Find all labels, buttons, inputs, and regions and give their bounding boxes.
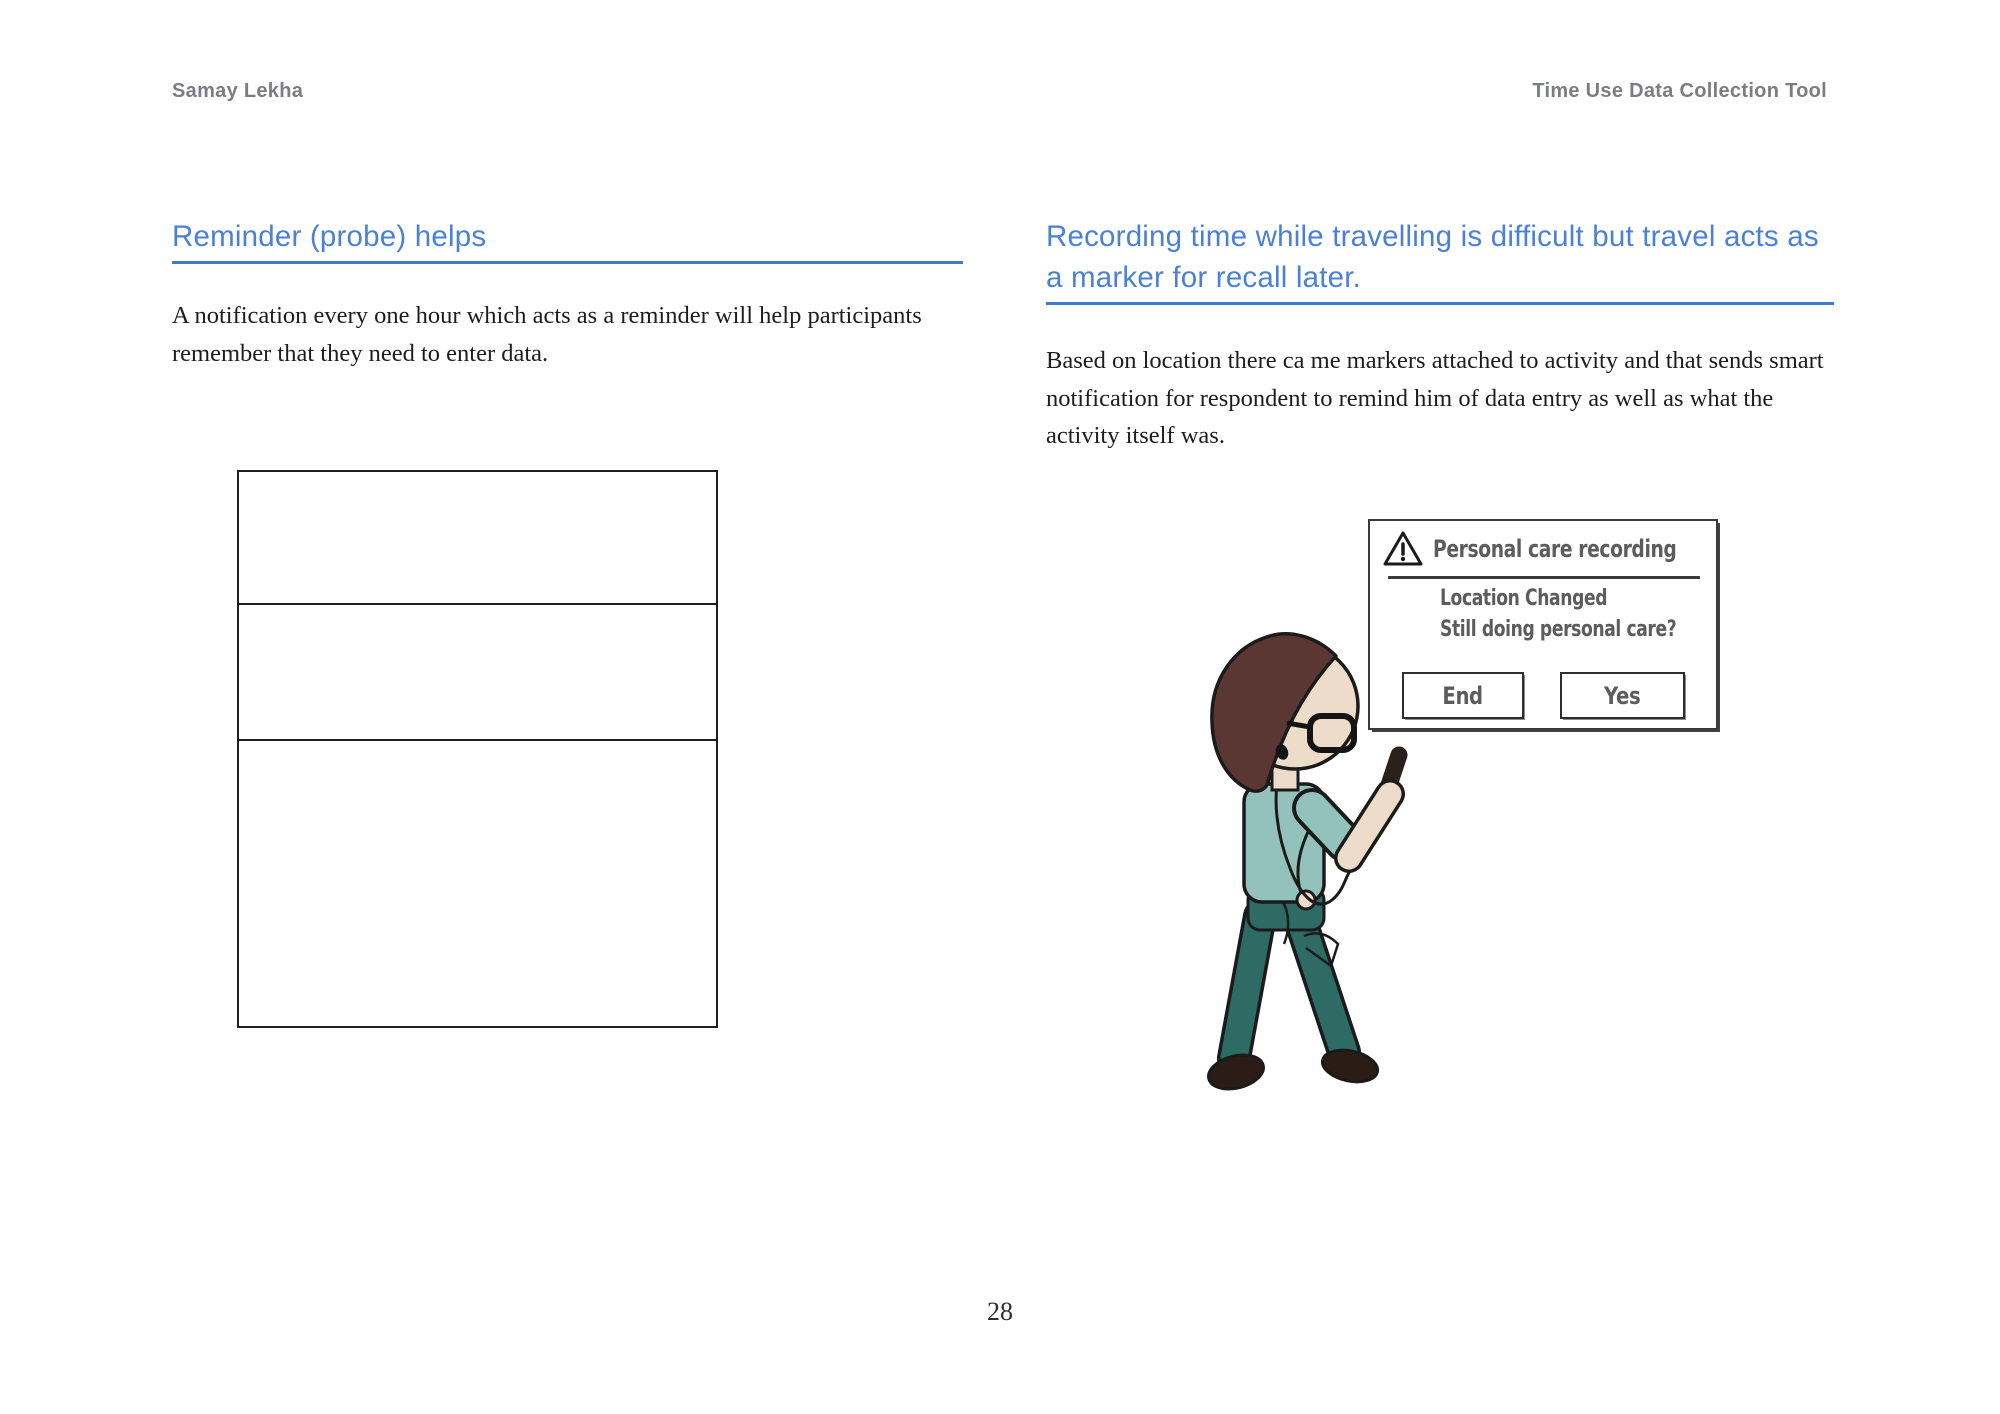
page-number: 28 xyxy=(987,1297,1013,1326)
notification-title: Personal care recording xyxy=(1433,535,1677,563)
notification-message-line2: Still doing personal care? xyxy=(1440,617,1677,642)
wireframe-row xyxy=(239,472,716,605)
wireframe-row xyxy=(239,605,716,741)
back-shoe xyxy=(1205,1050,1267,1095)
end-button-label: End xyxy=(1442,681,1484,710)
notification-card-header xyxy=(1383,530,1745,568)
yes-button xyxy=(1560,672,1685,719)
front-shoe xyxy=(1319,1046,1380,1087)
right-section-heading: Recording time while travelling is difficult but travel acts as a marker for recall later. xyxy=(1046,216,1834,305)
notification-message-line1: Location Changed xyxy=(1440,586,1608,611)
header-left-title: Samay Lekha xyxy=(172,80,304,102)
left-section-heading: Reminder (probe) helps xyxy=(172,216,963,264)
notification-title-underline xyxy=(1388,576,1700,579)
header-right-title: Time Use Data Collection Tool xyxy=(1532,80,1827,102)
person-illustration xyxy=(1198,628,1438,1128)
right-section-body: Based on location there ca me markers attached to activity and that sends smart notification for respondent to remind him of data entry as well as what the activity itself was. xyxy=(1046,347,1824,449)
warning-icon xyxy=(1383,530,1423,568)
wireframe-placeholder-box xyxy=(237,470,718,1028)
wireframe-row xyxy=(239,741,716,1026)
yes-button-label: Yes xyxy=(1604,681,1641,710)
left-section-body: A notification every one hour which acts as a reminder will help participants remember that they need to enter data. xyxy=(172,302,922,367)
